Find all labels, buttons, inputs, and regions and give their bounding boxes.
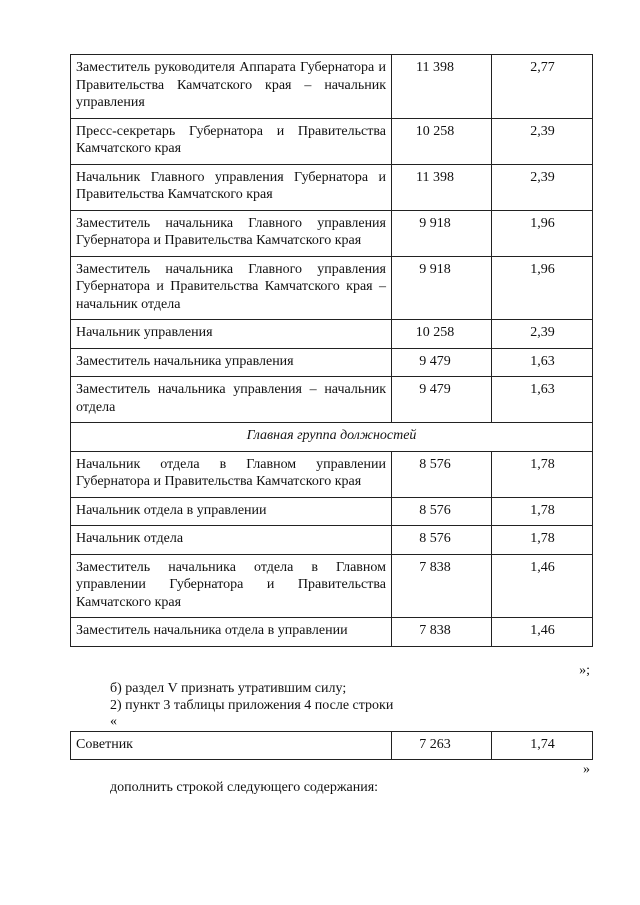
salary-cell: 9 479 bbox=[392, 348, 492, 377]
table-row bbox=[71, 497, 593, 526]
position-cell: Начальник управления bbox=[71, 320, 392, 349]
item-b-paragraph: б) раздел V признать утратившим силу; bbox=[110, 681, 347, 696]
coefficient-cell: 1,74 bbox=[492, 732, 593, 760]
salary-cell: 8 576 bbox=[392, 526, 492, 555]
coefficient-cell: 1,78 bbox=[492, 526, 593, 555]
group-heading: Главная группа должностей bbox=[71, 423, 593, 452]
position-cell: Начальник отдела в Главном управлении Губернатора и Правительства Камчатского края bbox=[71, 451, 392, 497]
table-row bbox=[71, 451, 593, 497]
salary-cell: 9 918 bbox=[392, 210, 492, 256]
table-row bbox=[71, 55, 593, 119]
position-cell: Начальник отдела bbox=[71, 526, 392, 555]
coefficient-cell: 2,39 bbox=[492, 320, 593, 349]
coefficient-cell: 1,63 bbox=[492, 348, 593, 377]
position-cell: Начальник Главного управления Губернатора и Правительства Камчатского края bbox=[71, 164, 392, 210]
salary-cell: 9 479 bbox=[392, 377, 492, 423]
group-heading-row bbox=[71, 423, 593, 452]
coefficient-cell: 2,39 bbox=[492, 164, 593, 210]
table-row bbox=[71, 554, 593, 618]
salary-cell: 11 398 bbox=[392, 164, 492, 210]
coefficient-cell: 1,96 bbox=[492, 256, 593, 320]
salary-cell: 7 838 bbox=[392, 554, 492, 618]
position-cell: Советник bbox=[71, 732, 392, 760]
table-row bbox=[71, 526, 593, 555]
coefficient-cell: 1,46 bbox=[492, 618, 593, 647]
position-cell: Заместитель начальника управления bbox=[71, 348, 392, 377]
salary-cell: 7 838 bbox=[392, 618, 492, 647]
salary-cell: 7 263 bbox=[392, 732, 492, 760]
close-quote: » bbox=[583, 762, 590, 777]
coefficient-cell: 1,78 bbox=[492, 497, 593, 526]
coefficient-cell: 1,78 bbox=[492, 451, 593, 497]
salary-cell: 8 576 bbox=[392, 497, 492, 526]
item-2-paragraph: 2) пункт 3 таблицы приложения 4 после строки bbox=[110, 698, 394, 713]
positions-table bbox=[70, 54, 593, 647]
salary-cell: 11 398 bbox=[392, 55, 492, 119]
salary-cell: 10 258 bbox=[392, 320, 492, 349]
table-row bbox=[71, 618, 593, 647]
position-cell: Заместитель начальника Главного управления Губернатора и Правительства Камчатского края bbox=[71, 210, 392, 256]
coefficient-cell: 1,63 bbox=[492, 377, 593, 423]
table-row bbox=[71, 256, 593, 320]
table-closing-mark: »; bbox=[579, 663, 590, 678]
position-cell: Заместитель начальника управления – начальник отдела bbox=[71, 377, 392, 423]
position-cell: Заместитель начальника отдела в управлении bbox=[71, 618, 392, 647]
position-cell: Пресс-секретарь Губернатора и Правительства Камчатского края bbox=[71, 118, 392, 164]
table-row bbox=[71, 320, 593, 349]
sovetnik-row bbox=[71, 732, 593, 760]
salary-cell: 9 918 bbox=[392, 256, 492, 320]
sovetnik-table bbox=[70, 731, 593, 760]
position-cell: Начальник отдела в управлении bbox=[71, 497, 392, 526]
table-row bbox=[71, 118, 593, 164]
positions-table-body bbox=[71, 55, 593, 647]
coefficient-cell: 1,96 bbox=[492, 210, 593, 256]
salary-cell: 10 258 bbox=[392, 118, 492, 164]
position-cell: Заместитель начальника Главного управления Губернатора и Правительства Камчатского края – начальник отдела bbox=[71, 256, 392, 320]
table-row bbox=[71, 377, 593, 423]
coefficient-cell: 2,39 bbox=[492, 118, 593, 164]
table-row bbox=[71, 348, 593, 377]
salary-cell: 8 576 bbox=[392, 451, 492, 497]
coefficient-cell: 2,77 bbox=[492, 55, 593, 119]
table-row bbox=[71, 164, 593, 210]
position-cell: Заместитель начальника отдела в Главном управлении Губернатора и Правительства Камчатского края bbox=[71, 554, 392, 618]
coefficient-cell: 1,46 bbox=[492, 554, 593, 618]
position-cell: Заместитель руководителя Аппарата Губернатора и Правительства Камчатского края – начальник управления bbox=[71, 55, 392, 119]
final-paragraph: дополнить строкой следующего содержания: bbox=[110, 780, 379, 795]
open-quote: « bbox=[110, 714, 117, 729]
table-row bbox=[71, 210, 593, 256]
